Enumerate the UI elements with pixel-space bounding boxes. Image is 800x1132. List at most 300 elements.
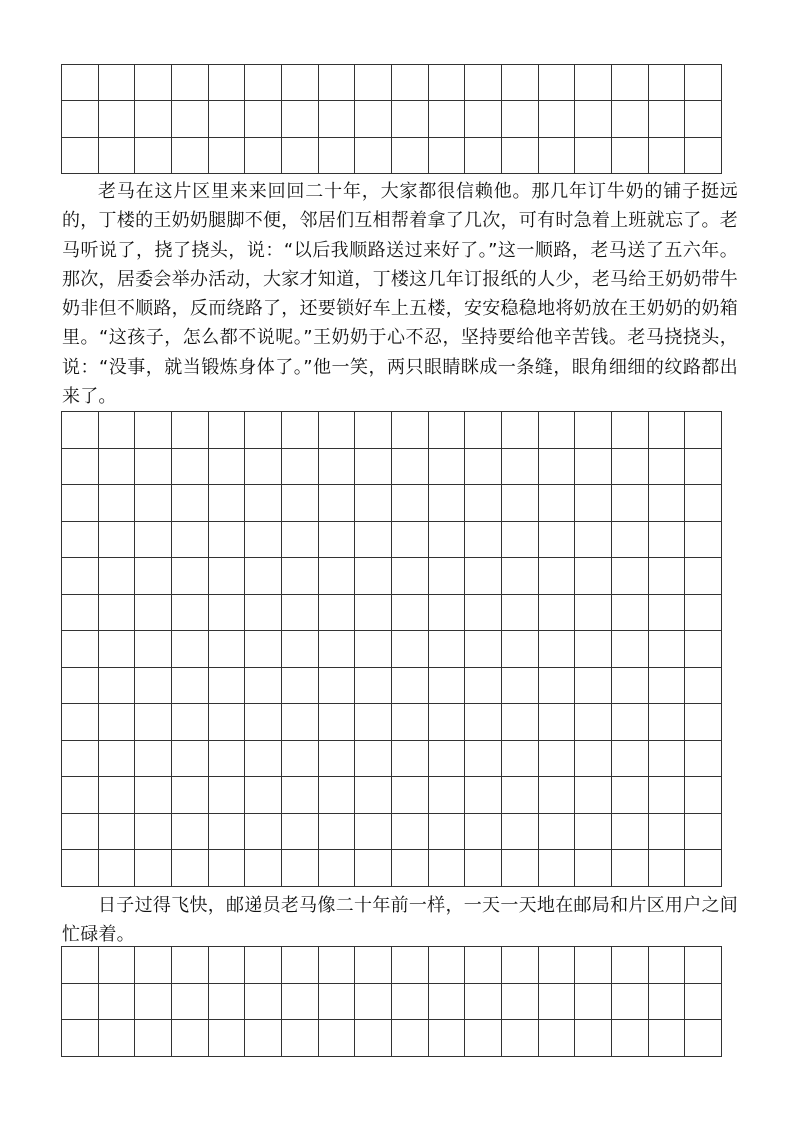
grid-cell [502,522,539,559]
grid-cell [209,814,246,851]
grid-cell [685,704,722,741]
grid-cell [502,1020,539,1057]
grid-cell [319,101,356,137]
grid-cell [502,138,539,174]
grid-cell [539,741,576,778]
grid-cell [539,814,576,851]
grid-cell [282,777,319,814]
grid-cell [209,668,246,705]
grid-cell [465,947,502,984]
grid-cell [429,947,466,984]
grid-cell [282,668,319,705]
grid-cell [649,412,686,449]
grid-cell [685,522,722,559]
grid-cell [465,138,502,174]
grid-cell [539,138,576,174]
grid-cell [502,741,539,778]
grid-cell [392,814,429,851]
grid-cell [172,850,209,887]
grid-cell [62,814,99,851]
grid-cell [135,704,172,741]
grid-cell [99,101,136,137]
grid-cell [245,485,282,522]
grid-cell [245,850,282,887]
grid-cell [429,777,466,814]
grid-cell [575,138,612,174]
grid-cell [172,741,209,778]
grid-cell [245,741,282,778]
grid-cell [465,101,502,137]
grid-cell [99,850,136,887]
grid-cell [502,449,539,486]
grid-cell [209,704,246,741]
grid-cell [429,558,466,595]
grid-cell [245,814,282,851]
grid-cell [62,850,99,887]
grid-cell [465,814,502,851]
grid-cell [282,412,319,449]
grid-cell [172,595,209,632]
grid-cell [282,1020,319,1057]
grid-cell [99,449,136,486]
grid-cell [282,850,319,887]
grid-cell [135,595,172,632]
grid-cell [172,947,209,984]
grid-cell [429,522,466,559]
grid-cell [685,631,722,668]
grid-cell [575,595,612,632]
grid-cell [62,947,99,984]
grid-cell [99,138,136,174]
grid-cell [685,947,722,984]
grid-cell [392,1020,429,1057]
grid-cell [209,947,246,984]
grid-cell [502,65,539,101]
paragraph-2: 日子过得飞快，邮递员老马像二十年前一样，一天一天地在邮局和片区用户之间忙碌着。 [62,895,738,946]
grid-cell [575,412,612,449]
grid-cell [465,65,502,101]
grid-cell [99,947,136,984]
grid-cell [99,777,136,814]
grid-cell [135,631,172,668]
grid-cell [392,947,429,984]
grid-cell [245,449,282,486]
grid-cell [429,741,466,778]
grid-cell [209,412,246,449]
grid-cell [355,947,392,984]
grid-cell [612,777,649,814]
grid-cell [539,668,576,705]
grid-cell [62,1020,99,1057]
grid-cell [355,631,392,668]
grid-cell [575,522,612,559]
grid-cell [135,984,172,1021]
grid-cell [282,595,319,632]
grid-cell [465,777,502,814]
grid-cell [355,138,392,174]
grid-cell [612,850,649,887]
grid-cell [355,704,392,741]
grid-cell [502,814,539,851]
grid-cell [62,631,99,668]
grid-cell [355,850,392,887]
grid-cell [649,485,686,522]
grid-cell [135,668,172,705]
grid-cell [245,522,282,559]
grid-cell [99,558,136,595]
grid-cell [429,704,466,741]
grid-cell [429,101,466,137]
grid-cell [99,741,136,778]
grid-cell [429,595,466,632]
grid-cell [502,704,539,741]
grid-cell [99,412,136,449]
grid-cell [62,485,99,522]
grid-cell [172,449,209,486]
grid-cell [99,1020,136,1057]
grid-cell [539,595,576,632]
grid-cell [502,595,539,632]
grid-cell [502,947,539,984]
grid-cell [685,595,722,632]
grid-cell [355,412,392,449]
grid-cell [355,485,392,522]
grid-cell [172,984,209,1021]
grid-cell [392,668,429,705]
grid-cell [355,558,392,595]
grid-cell [539,485,576,522]
grid-cell [99,522,136,559]
grid-cell [355,1020,392,1057]
grid-cell [392,412,429,449]
grid-cell [62,777,99,814]
grid-cell [62,704,99,741]
grid-cell [319,485,356,522]
grid-cell [282,558,319,595]
paragraph-1: 老马在这片区里来来回回二十年，大家都很信赖他。那几年订牛奶的铺子挺远的，丁楼的王奶奶腿脚不便，邻居们互相帮着拿了几次，可有时急着上班就忘了。老马听说了，挠了挠头，说：“以后我顺路送过来好了。”这一顺路，老马送了五六年。那次，居委会举办活动，大家才知道，丁楼这几年订报纸的人少，老马给王奶奶带牛奶非但不顺路，反而绕路了，还要锁好车上五楼，安安稳稳地将奶放在王奶奶的奶箱里。“这孩子，怎么都不说呢。”王奶奶于心不忍，坚持要给他辛苦钱。老马挠挠头，说：“没事，就当锻炼身体了。”他一笑，两只眼睛眯成一条缝，眼角细细的纹路都出来了。 [62,181,738,408]
grid-cell [209,777,246,814]
grid-cell [282,984,319,1021]
grid-cell [612,741,649,778]
grid-cell [612,558,649,595]
grid-cell [685,984,722,1021]
grid-cell [62,412,99,449]
grid-cell [62,741,99,778]
grid-cell [319,777,356,814]
grid-cell [649,777,686,814]
grid-cell [685,101,722,137]
grid-cell [355,65,392,101]
grid-cell [465,631,502,668]
grid-cell [539,558,576,595]
grid-cell [319,595,356,632]
grid-cell [282,631,319,668]
grid-cell [392,984,429,1021]
grid-cell [172,101,209,137]
grid-cell [612,814,649,851]
grid-cell [539,522,576,559]
grid-cell [319,65,356,101]
grid-cell [172,138,209,174]
grid-cell [502,101,539,137]
grid-cell [99,485,136,522]
grid-cell [575,668,612,705]
grid-cell [62,449,99,486]
grid-cell [319,704,356,741]
grid-cell [135,449,172,486]
grid-cell [245,631,282,668]
grid-cell [392,850,429,887]
grid-cell [429,814,466,851]
grid-cell [355,595,392,632]
grid-cell [429,485,466,522]
writing-grid-middle [61,411,722,887]
grid-cell [282,814,319,851]
grid-cell [392,522,429,559]
grid-cell [355,777,392,814]
grid-cell [575,631,612,668]
grid-cell [465,1020,502,1057]
grid-cell [135,485,172,522]
grid-cell [465,595,502,632]
grid-cell [612,485,649,522]
grid-cell [135,1020,172,1057]
grid-cell [502,412,539,449]
grid-cell [245,704,282,741]
grid-cell [62,522,99,559]
grid-cell [135,412,172,449]
grid-cell [282,947,319,984]
grid-cell [685,777,722,814]
grid-cell [62,984,99,1021]
grid-cell [209,449,246,486]
grid-cell [209,101,246,137]
grid-cell [172,1020,209,1057]
grid-cell [685,412,722,449]
grid-cell [209,558,246,595]
grid-cell [355,449,392,486]
grid-cell [612,65,649,101]
grid-cell [99,984,136,1021]
grid-cell [62,65,99,101]
grid-cell [135,741,172,778]
grid-cell [539,704,576,741]
grid-cell [649,704,686,741]
grid-cell [245,595,282,632]
grid-cell [319,814,356,851]
grid-cell [502,558,539,595]
grid-cell [685,449,722,486]
grid-cell [319,1020,356,1057]
grid-cell [135,777,172,814]
grid-cell [319,850,356,887]
grid-cell [575,704,612,741]
grid-cell [612,668,649,705]
grid-cell [575,850,612,887]
grid-cell [245,947,282,984]
grid-cell [172,814,209,851]
grid-cell [465,412,502,449]
grid-cell [392,449,429,486]
grid-cell [319,741,356,778]
grid-cell [282,704,319,741]
grid-cell [135,522,172,559]
grid-cell [649,668,686,705]
grid-cell [612,412,649,449]
grid-cell [465,522,502,559]
grid-cell [319,558,356,595]
grid-cell [685,558,722,595]
grid-cell [355,668,392,705]
grid-cell [282,741,319,778]
grid-cell [685,668,722,705]
grid-cell [649,101,686,137]
grid-cell [465,668,502,705]
grid-cell [465,850,502,887]
grid-cell [575,558,612,595]
grid-cell [465,741,502,778]
grid-cell [685,741,722,778]
grid-cell [209,741,246,778]
grid-cell [685,485,722,522]
grid-cell [245,777,282,814]
grid-cell [649,814,686,851]
grid-cell [282,138,319,174]
grid-cell [539,777,576,814]
grid-cell [245,984,282,1021]
grid-cell [319,631,356,668]
grid-cell [392,704,429,741]
grid-cell [319,522,356,559]
grid-cell [392,65,429,101]
grid-cell [282,485,319,522]
grid-cell [575,65,612,101]
grid-cell [612,984,649,1021]
grid-cell [209,1020,246,1057]
grid-cell [172,412,209,449]
grid-cell [135,65,172,101]
grid-cell [135,101,172,137]
grid-cell [135,558,172,595]
grid-cell [355,741,392,778]
grid-cell [62,595,99,632]
grid-cell [209,138,246,174]
grid-cell [209,522,246,559]
grid-cell [575,741,612,778]
grid-cell [649,984,686,1021]
grid-cell [209,984,246,1021]
grid-cell [685,65,722,101]
grid-cell [172,485,209,522]
grid-cell [99,668,136,705]
grid-cell [575,777,612,814]
grid-cell [575,984,612,1021]
grid-cell [612,947,649,984]
grid-cell [575,485,612,522]
grid-cell [539,101,576,137]
grid-cell [612,1020,649,1057]
grid-cell [99,631,136,668]
grid-cell [209,631,246,668]
grid-cell [649,631,686,668]
grid-cell [429,1020,466,1057]
grid-cell [649,595,686,632]
grid-cell [62,101,99,137]
grid-cell [392,631,429,668]
grid-cell [539,65,576,101]
grid-cell [575,947,612,984]
grid-cell [319,984,356,1021]
grid-cell [282,65,319,101]
grid-cell [245,101,282,137]
grid-cell [502,984,539,1021]
grid-cell [612,522,649,559]
grid-cell [502,777,539,814]
grid-cell [355,522,392,559]
grid-cell [392,485,429,522]
grid-cell [465,485,502,522]
grid-cell [209,485,246,522]
grid-cell [172,522,209,559]
grid-cell [62,138,99,174]
grid-cell [502,631,539,668]
grid-cell [392,595,429,632]
grid-cell [575,101,612,137]
grid-cell [99,65,136,101]
grid-cell [539,850,576,887]
grid-cell [245,1020,282,1057]
grid-cell [649,850,686,887]
grid-cell [392,777,429,814]
grid-cell [135,138,172,174]
grid-cell [319,947,356,984]
grid-cell [649,741,686,778]
grid-cell [319,138,356,174]
grid-cell [429,65,466,101]
grid-cell [539,631,576,668]
grid-cell [429,668,466,705]
grid-cell [502,485,539,522]
grid-cell [172,558,209,595]
grid-cell [172,631,209,668]
grid-cell [539,412,576,449]
grid-cell [429,412,466,449]
grid-cell [209,595,246,632]
grid-cell [465,984,502,1021]
grid-cell [172,777,209,814]
grid-cell [649,449,686,486]
grid-cell [392,741,429,778]
grid-cell [245,138,282,174]
grid-cell [465,558,502,595]
grid-cell [429,984,466,1021]
grid-cell [135,947,172,984]
grid-cell [99,814,136,851]
grid-cell [62,668,99,705]
grid-cell [355,101,392,137]
grid-cell [172,668,209,705]
grid-cell [429,850,466,887]
grid-cell [539,449,576,486]
grid-cell [539,984,576,1021]
grid-cell [209,65,246,101]
grid-cell [649,947,686,984]
grid-cell [649,138,686,174]
grid-cell [319,412,356,449]
grid-cell [575,814,612,851]
grid-cell [612,449,649,486]
grid-cell [612,704,649,741]
